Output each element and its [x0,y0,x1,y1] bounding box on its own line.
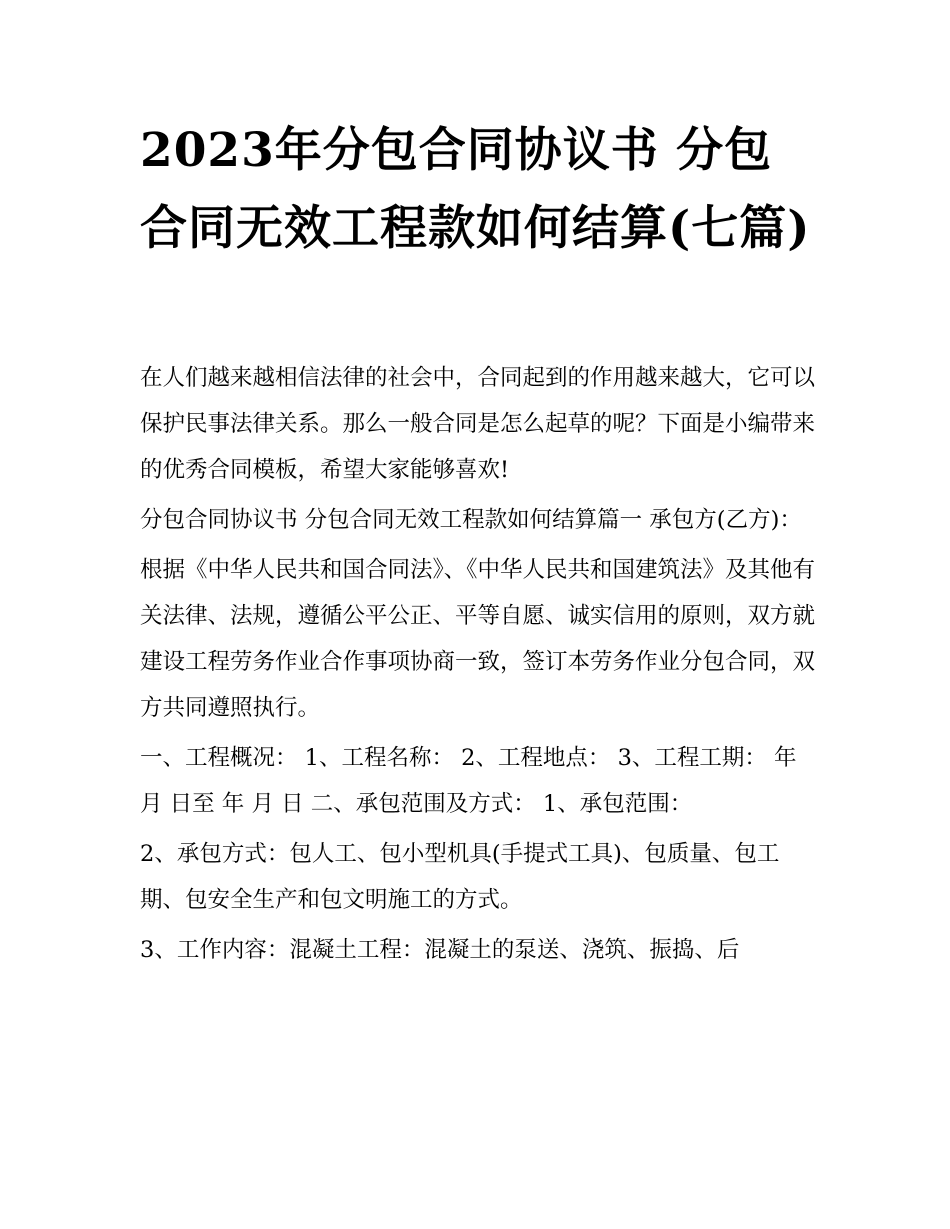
document-body [140,355,816,977]
paragraph-intro: 在人们越来越相信法律的社会中，合同起到的作用越来越大，它可以保护民事法律关系。那么一般合同是怎么起草的呢？下面是小编带来的优秀合同模板，希望大家能够喜欢! [140,365,816,483]
paragraph-basis: 根据《中华人民共和国合同法》、《中华人民共和国建筑法》及其他有关法律、法规，遵循公平公正、平等自愿、诚实信用的原则，双方就建设工程劳务作业合作事项协商一致，签订本劳务作业分包合同，双方共同遵照执行。 [140,557,816,721]
paragraph-heading: 分包合同协议书 分包合同无效工程款如何结算篇一 承包方(乙方)： [140,507,802,533]
paragraph-method: 2、承包方式：包人工、包小型机具(手提式工具)、包质量、包工期、包安全生产和包文明施工的方式。 [140,841,780,913]
paragraph-work-content: 3、工作内容：混凝土工程：混凝土的泵送、浇筑、振捣、后 [140,937,740,963]
document-title: 2023年分包合同协议书 分包合同无效工程款如何结算(七篇) [140,123,811,256]
paragraph-overview: 一、工程概况： 1、工程名称： 2、工程地点： 3、工程工期： 年 月 日至 年 月 日 二、承包范围及方式： 1、承包范围： [140,745,797,817]
